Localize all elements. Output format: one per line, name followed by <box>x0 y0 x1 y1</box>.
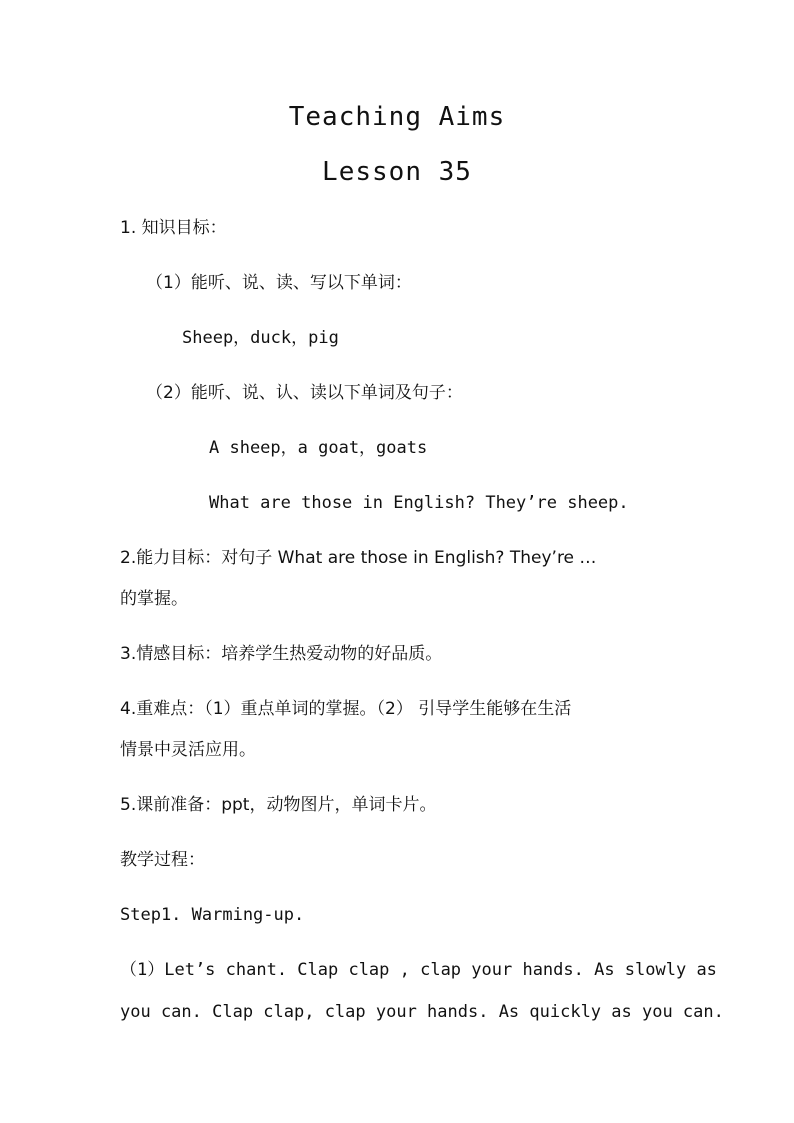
section3: 3.情感目标：培养学生热爱动物的好品质。 <box>120 644 443 664</box>
lesson-title: Lesson 35 <box>322 157 472 187</box>
item2-words: A sheep，a goat，goats <box>209 438 428 458</box>
item2-sentence: What are those in English? They’re sheep. <box>209 493 629 513</box>
section2-line1: 2.能力目标：对句子 What are those in English? They’re … <box>120 548 597 568</box>
section1-heading: 1. 知识目标： <box>120 218 227 238</box>
chant-line2: you can. Clap clap, clap your hands. As quickly as you can. <box>120 1002 724 1022</box>
process-heading: 教学过程： <box>120 850 205 870</box>
step1-heading: Step1. Warming-up. <box>120 905 305 925</box>
item1-label: （1）能听、说、读、写以下单词： <box>146 273 412 293</box>
chant-line1: （1）Let’s chant. Clap clap , clap your hands. As slowly as <box>120 960 717 980</box>
section2-line2: 的掌握。 <box>120 589 188 609</box>
section5: 5.课前准备：ppt，动物图片，单词卡片。 <box>120 795 437 815</box>
section4-line2: 情景中灵活应用。 <box>120 740 256 760</box>
section4-line1: 4.重难点：（1）重点单词的掌握。（2） 引导学生能够在生活 <box>120 699 572 719</box>
document-title: Teaching Aims <box>288 102 506 132</box>
item2-label: （2）能听、说、认、读以下单词及句子： <box>146 383 463 403</box>
item1-words: Sheep，duck，pig <box>182 328 339 348</box>
